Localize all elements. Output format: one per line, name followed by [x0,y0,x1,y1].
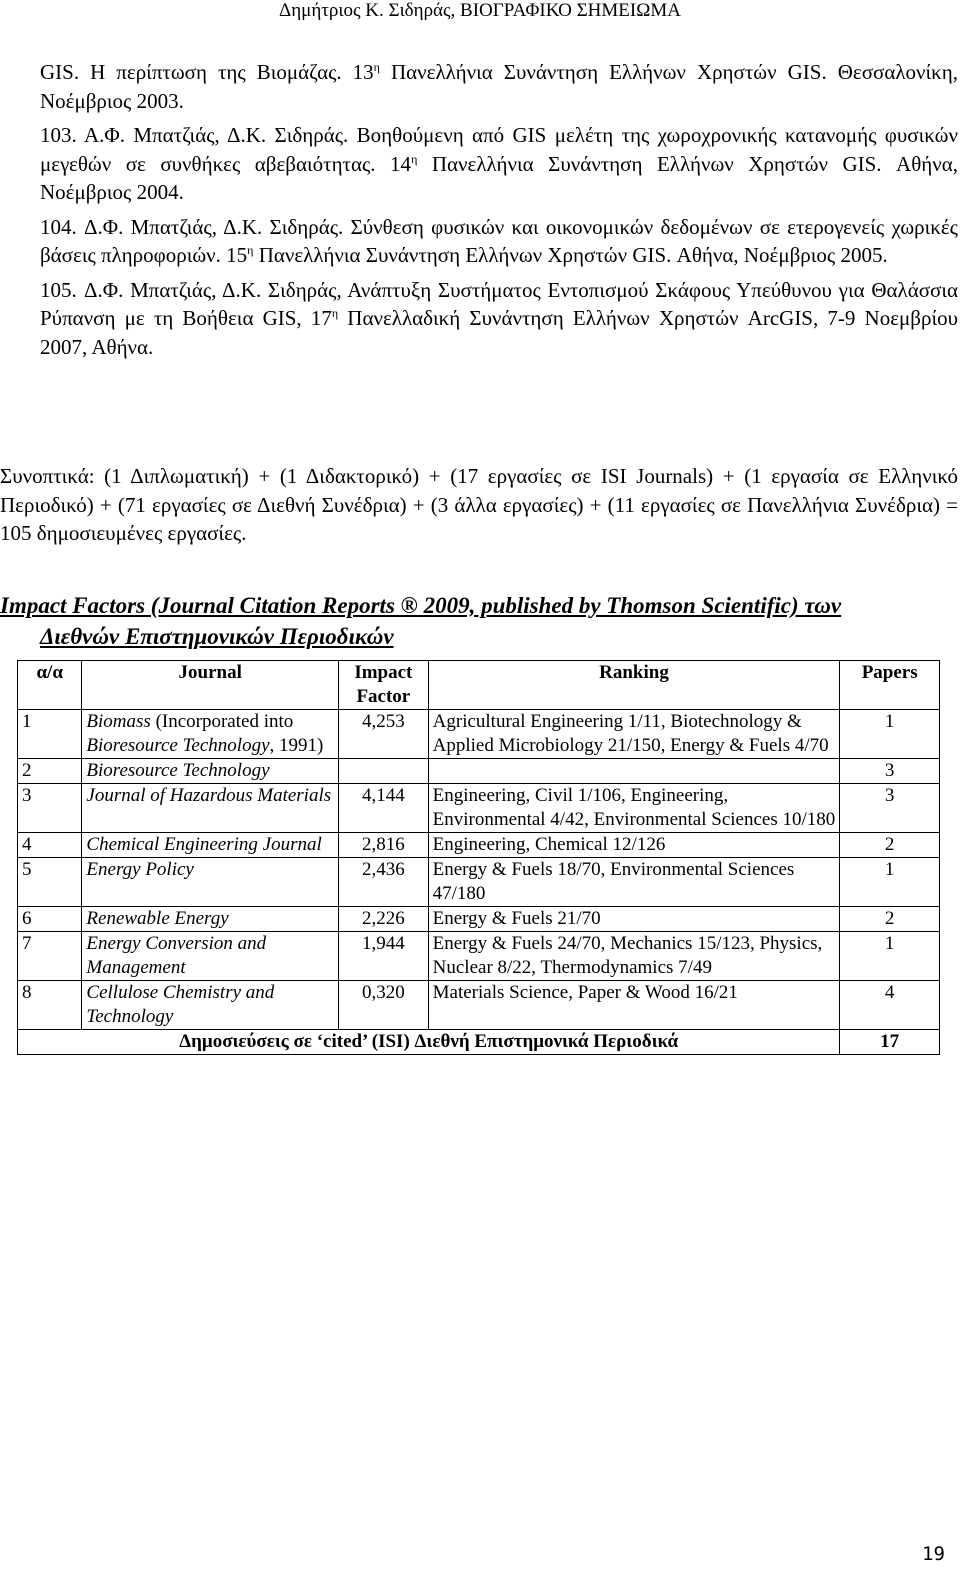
impact-factors-heading: Impact Factors (Journal Citation Reports ® 2009, published by Thomson Scientific) των Διεθνών Επιστημονικών Περιοδικών [0,590,958,652]
entry-number: 105. [40,277,77,302]
table-row: 6 Renewable Energy 2,226 Energy & Fuels 21/70 2 [18,907,940,932]
table-row: 4 Chemical Engineering Journal 2,816 Engineering, Chemical 12/126 2 [18,833,940,858]
col-header-papers: Papers [840,661,940,710]
table-row: 2 Bioresource Technology 3 [18,759,940,784]
table-row: 7 Energy Conversion and Management 1,944 Energy & Fuels 24/70, Mechanics 15/123, Physics, Nuclear 8/22, Thermodynamics 7/49 1 [18,932,940,981]
impact-factors-table [17,660,940,1055]
total-value: 17 [840,1030,940,1055]
impact-factors-subheading: Διεθνών Επιστημονικών Περιοδικών [40,624,394,649]
table-total-row [18,1030,940,1055]
col-header-ranking: Ranking [428,661,840,710]
table-row: 8 Cellulose Chemistry and Technology 0,320 Materials Science, Paper & Wood 16/21 4 [18,981,940,1030]
publications-summary: Συνοπτικά: (1 Διπλωματική) + (1 Διδακτορικό) + (17 εργασίες σε ISI Journals) + (1 εργασία σε Ελληνικό Περιοδικό) + (71 εργασίες σε Διεθνή Συνέδρια) + (3 άλλα εργασίες) + (11 εργασίες σε Πανελλήνια Συνέδρια) = 105 δημοσιευμένες εργασίες. [0,464,958,545]
entry-number: 104. [40,214,77,239]
publication-entry: 104. Δ.Φ. Μπατζιάς, Δ.Κ. Σιδηράς. Σύνθεση φυσικών και οικονομικών δεδομένων σε ετερογενείς χωρικές βάσεις πληροφοριών. $15^\eta$ Πανελλήνια Συνάντηση Ελλήνων Χρηστών GIS. Αθήνα, Νοέμβριος 2005. [40,214,958,267]
page-number: 19 [922,1543,945,1565]
publication-list [40,58,958,367]
col-header-index: α/α [18,661,82,710]
table-row: 5 Energy Policy 2,436 Energy & Fuels 18/70, Environmental Sciences 47/180 1 [18,858,940,907]
publication-entry: 105. Δ.Φ. Μπατζιάς, Δ.Κ. Σιδηράς, Ανάπτυξη Συστήματος Εντοπισμού Σκάφους Υπεύθυνου για Θαλάσσια Ρύπανση με τη Βοήθεια GIS, $17^\eta$ Πανελλαδική Συνάντηση Ελλήνων Χρηστών ArcGIS, 7-9 Νοεμβρίου 2007, Αθήνα. [40,277,958,359]
table-header-row [18,661,940,710]
total-label: Δημοσιεύσεις σε ‘cited’ (ISI) Διεθνή Επιστημονικά Περιοδικά [18,1030,840,1055]
publication-entry: GIS. Η περίπτωση της Βιομάζας. $13^\eta$ Πανελλήνια Συνάντηση Ελλήνων Χρηστών GIS. Θεσσαλονίκη, Νοέμβριος 2003. [40,60,958,113]
col-header-impact: Impact Factor [339,661,429,710]
table-row: 3 Journal of Hazardous Materials 4,144 Engineering, Civil 1/106, Engineering, Environmental 4/42, Environmental Sciences 10/180 3 [18,784,940,833]
page-header: Δημήτριος Κ. Σιδηράς, ΒΙΟΓΡΑΦΙΚΟ ΣΗΜΕΙΩΜΑ [279,0,681,21]
table-row: 1 Biomass (Incorporated into Bioresource Technology, 1991) 4,253 Agricultural Engineering 1/11, Biotechnology & Applied Microbiology 21/150, Energy & Fuels 4/70 1 [18,710,940,759]
col-header-journal: Journal [82,661,339,710]
entry-number: 103. [40,123,77,147]
publication-entry: 103. Α.Φ. Μπατζιάς, Δ.Κ. Σιδηράς. Βοηθούμενη από GIS μελέτη της χωροχρονικής κατανομής φυσικών μεγεθών σε συνθήκες αβεβαιότητας. $14^\eta$ Πανελλήνια Συνάντηση Ελλήνων Χρηστών GIS. Αθήνα, Νοέμβριος 2004. [40,123,958,204]
